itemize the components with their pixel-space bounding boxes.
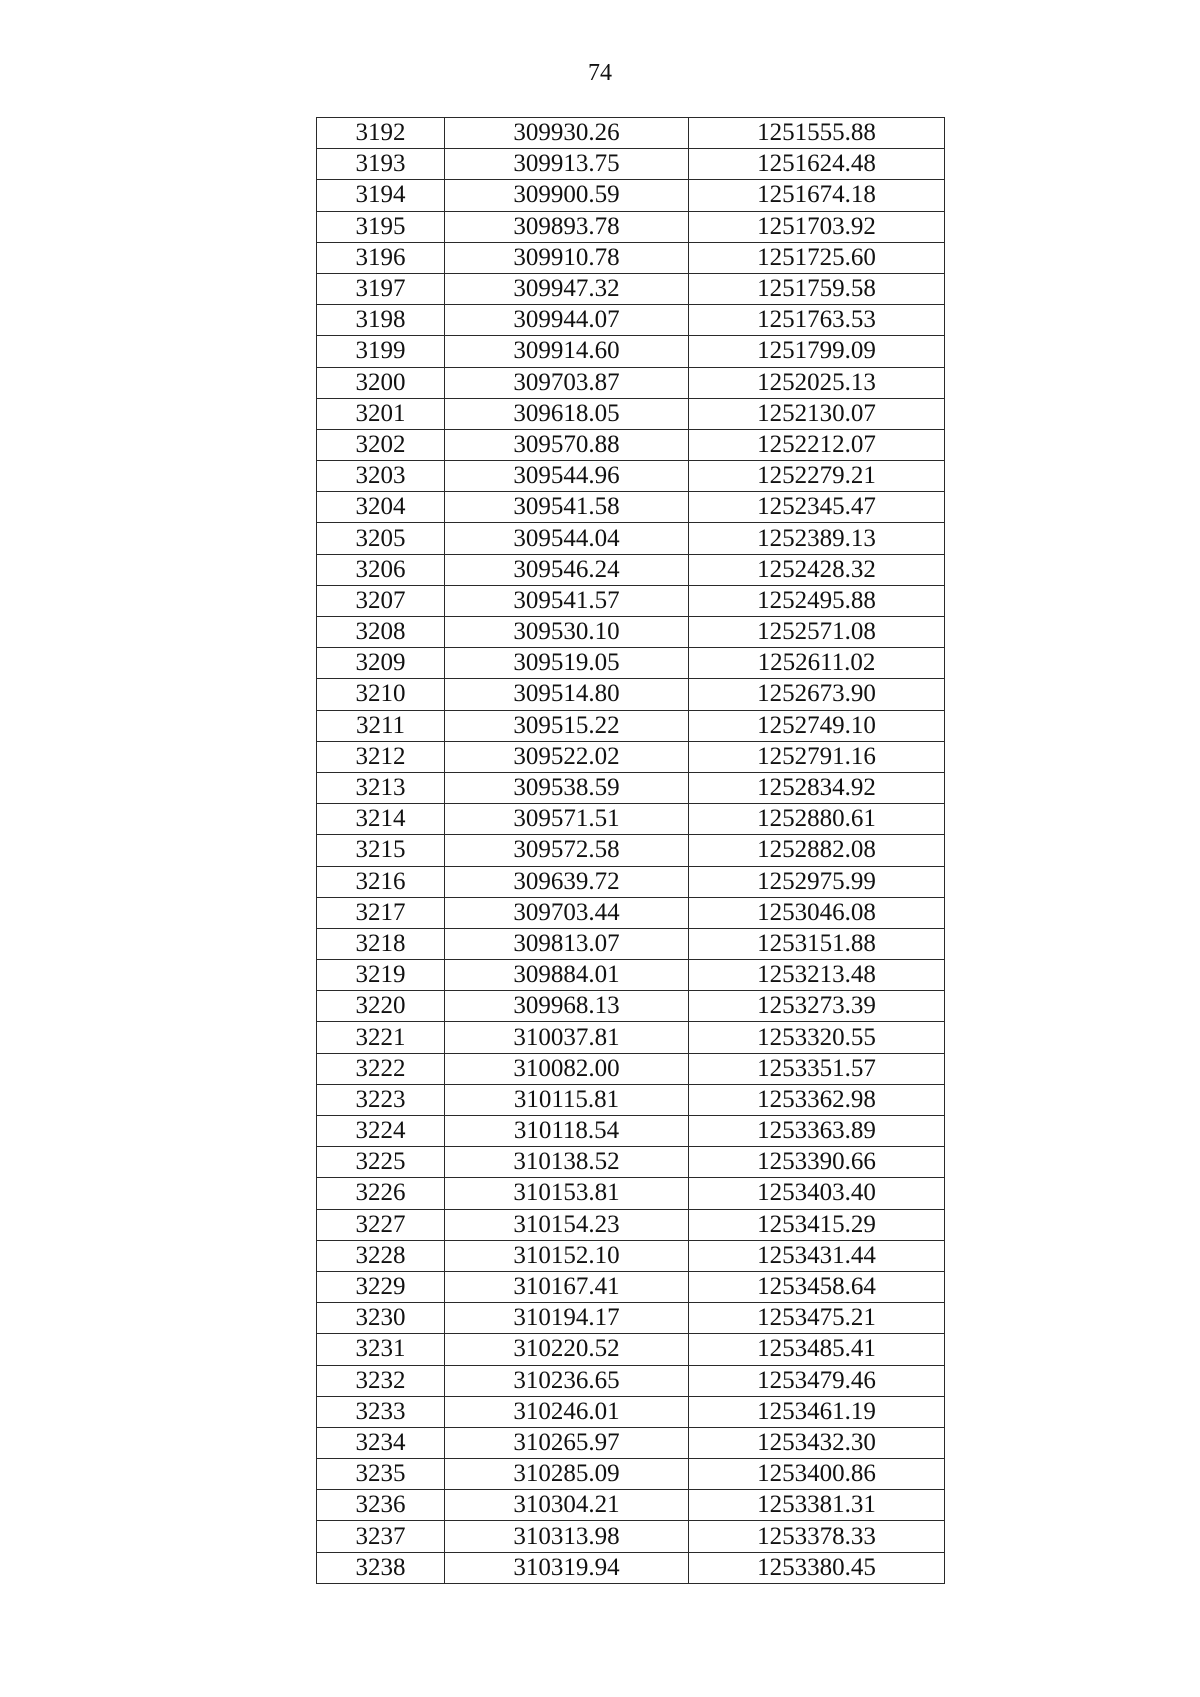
table-row: [317, 1427, 945, 1458]
y-coordinate-cell: 1253461.19: [689, 1396, 945, 1427]
y-coordinate-cell: 1253363.89: [689, 1116, 945, 1147]
coordinates-table: [316, 117, 945, 1584]
point-number-cell: 3226: [317, 1178, 445, 1209]
table-row: [317, 1178, 945, 1209]
x-coordinate-cell: 310153.81: [445, 1178, 689, 1209]
y-coordinate-cell: 1252611.02: [689, 648, 945, 679]
y-coordinate-cell: 1253351.57: [689, 1053, 945, 1084]
point-number-cell: 3227: [317, 1209, 445, 1240]
x-coordinate-cell: 310138.52: [445, 1147, 689, 1178]
point-number-cell: 3229: [317, 1271, 445, 1302]
x-coordinate-cell: 310319.94: [445, 1552, 689, 1583]
x-coordinate-cell: 310246.01: [445, 1396, 689, 1427]
y-coordinate-cell: 1253046.08: [689, 897, 945, 928]
table-row: [317, 461, 945, 492]
point-number-cell: 3207: [317, 585, 445, 616]
point-number-cell: 3218: [317, 928, 445, 959]
x-coordinate-cell: 309514.80: [445, 679, 689, 710]
table-row: [317, 679, 945, 710]
y-coordinate-cell: 1251759.58: [689, 273, 945, 304]
y-coordinate-cell: 1253400.86: [689, 1459, 945, 1490]
x-coordinate-cell: 309541.57: [445, 585, 689, 616]
y-coordinate-cell: 1252673.90: [689, 679, 945, 710]
x-coordinate-cell: 309570.88: [445, 429, 689, 460]
x-coordinate-cell: 309893.78: [445, 211, 689, 242]
point-number-cell: 3210: [317, 679, 445, 710]
table-row: [317, 1396, 945, 1427]
x-coordinate-cell: 310115.81: [445, 1084, 689, 1115]
point-number-cell: 3222: [317, 1053, 445, 1084]
y-coordinate-cell: 1253415.29: [689, 1209, 945, 1240]
y-coordinate-cell: 1253381.31: [689, 1490, 945, 1521]
x-coordinate-cell: 310152.10: [445, 1240, 689, 1271]
point-number-cell: 3233: [317, 1396, 445, 1427]
x-coordinate-cell: 309884.01: [445, 960, 689, 991]
point-number-cell: 3197: [317, 273, 445, 304]
table-row: [317, 1022, 945, 1053]
y-coordinate-cell: 1253378.33: [689, 1521, 945, 1552]
table-row: [317, 118, 945, 149]
table-row: [317, 149, 945, 180]
table-row: [317, 305, 945, 336]
table-row: [317, 1053, 945, 1084]
x-coordinate-cell: 310236.65: [445, 1365, 689, 1396]
x-coordinate-cell: 310285.09: [445, 1459, 689, 1490]
point-number-cell: 3192: [317, 118, 445, 149]
y-coordinate-cell: 1251674.18: [689, 180, 945, 211]
point-number-cell: 3221: [317, 1022, 445, 1053]
table-row: [317, 1240, 945, 1271]
point-number-cell: 3200: [317, 367, 445, 398]
page-number: 74: [588, 60, 612, 86]
x-coordinate-cell: 309538.59: [445, 772, 689, 803]
table-row: [317, 1490, 945, 1521]
point-number-cell: 3237: [317, 1521, 445, 1552]
point-number-cell: 3217: [317, 897, 445, 928]
table-row: [317, 242, 945, 273]
point-number-cell: 3238: [317, 1552, 445, 1583]
y-coordinate-cell: 1253151.88: [689, 928, 945, 959]
y-coordinate-cell: 1253431.44: [689, 1240, 945, 1271]
point-number-cell: 3213: [317, 772, 445, 803]
y-coordinate-cell: 1252389.13: [689, 523, 945, 554]
y-coordinate-cell: 1253432.30: [689, 1427, 945, 1458]
x-coordinate-cell: 310304.21: [445, 1490, 689, 1521]
y-coordinate-cell: 1253273.39: [689, 991, 945, 1022]
table-row: [317, 585, 945, 616]
point-number-cell: 3195: [317, 211, 445, 242]
point-number-cell: 3212: [317, 741, 445, 772]
table-row: [317, 336, 945, 367]
point-number-cell: 3208: [317, 617, 445, 648]
table-row: [317, 554, 945, 585]
table-row: [317, 273, 945, 304]
point-number-cell: 3235: [317, 1459, 445, 1490]
x-coordinate-cell: 309546.24: [445, 554, 689, 585]
x-coordinate-cell: 309914.60: [445, 336, 689, 367]
table-row: [317, 1334, 945, 1365]
table-row: [317, 180, 945, 211]
table-row: [317, 1209, 945, 1240]
y-coordinate-cell: 1253458.64: [689, 1271, 945, 1302]
point-number-cell: 3232: [317, 1365, 445, 1396]
x-coordinate-cell: 309639.72: [445, 866, 689, 897]
x-coordinate-cell: 310082.00: [445, 1053, 689, 1084]
x-coordinate-cell: 309519.05: [445, 648, 689, 679]
table-row: [317, 960, 945, 991]
y-coordinate-cell: 1251763.53: [689, 305, 945, 336]
point-number-cell: 3224: [317, 1116, 445, 1147]
y-coordinate-cell: 1252571.08: [689, 617, 945, 648]
table-row: [317, 866, 945, 897]
table-row: [317, 1459, 945, 1490]
y-coordinate-cell: 1253213.48: [689, 960, 945, 991]
table-row: [317, 1303, 945, 1334]
table-row: [317, 1116, 945, 1147]
table-row: [317, 648, 945, 679]
x-coordinate-cell: 309910.78: [445, 242, 689, 273]
y-coordinate-cell: 1251799.09: [689, 336, 945, 367]
y-coordinate-cell: 1251624.48: [689, 149, 945, 180]
x-coordinate-cell: 310118.54: [445, 1116, 689, 1147]
point-number-cell: 3202: [317, 429, 445, 460]
table-row: [317, 211, 945, 242]
y-coordinate-cell: 1252212.07: [689, 429, 945, 460]
x-coordinate-cell: 310194.17: [445, 1303, 689, 1334]
y-coordinate-cell: 1252130.07: [689, 398, 945, 429]
point-number-cell: 3203: [317, 461, 445, 492]
table-row: [317, 835, 945, 866]
y-coordinate-cell: 1251703.92: [689, 211, 945, 242]
point-number-cell: 3223: [317, 1084, 445, 1115]
y-coordinate-cell: 1253320.55: [689, 1022, 945, 1053]
y-coordinate-cell: 1253485.41: [689, 1334, 945, 1365]
point-number-cell: 3206: [317, 554, 445, 585]
point-number-cell: 3201: [317, 398, 445, 429]
point-number-cell: 3228: [317, 1240, 445, 1271]
y-coordinate-cell: 1252791.16: [689, 741, 945, 772]
point-number-cell: 3194: [317, 180, 445, 211]
point-number-cell: 3193: [317, 149, 445, 180]
x-coordinate-cell: 310154.23: [445, 1209, 689, 1240]
point-number-cell: 3205: [317, 523, 445, 554]
x-coordinate-cell: 310220.52: [445, 1334, 689, 1365]
x-coordinate-cell: 309900.59: [445, 180, 689, 211]
table-row: [317, 1552, 945, 1583]
y-coordinate-cell: 1252345.47: [689, 492, 945, 523]
y-coordinate-cell: 1253475.21: [689, 1303, 945, 1334]
table-row: [317, 492, 945, 523]
x-coordinate-cell: 309930.26: [445, 118, 689, 149]
table-row: [317, 710, 945, 741]
point-number-cell: 3236: [317, 1490, 445, 1521]
y-coordinate-cell: 1252279.21: [689, 461, 945, 492]
point-number-cell: 3204: [317, 492, 445, 523]
x-coordinate-cell: 309544.96: [445, 461, 689, 492]
table-row: [317, 1084, 945, 1115]
y-coordinate-cell: 1252834.92: [689, 772, 945, 803]
point-number-cell: 3220: [317, 991, 445, 1022]
y-coordinate-cell: 1253403.40: [689, 1178, 945, 1209]
x-coordinate-cell: 310037.81: [445, 1022, 689, 1053]
table-body: [317, 118, 945, 1584]
x-coordinate-cell: 310167.41: [445, 1271, 689, 1302]
table-row: [317, 991, 945, 1022]
x-coordinate-cell: 309944.07: [445, 305, 689, 336]
x-coordinate-cell: 309968.13: [445, 991, 689, 1022]
x-coordinate-cell: 309703.87: [445, 367, 689, 398]
table-row: [317, 617, 945, 648]
point-number-cell: 3198: [317, 305, 445, 336]
point-number-cell: 3225: [317, 1147, 445, 1178]
x-coordinate-cell: 309572.58: [445, 835, 689, 866]
y-coordinate-cell: 1252749.10: [689, 710, 945, 741]
y-coordinate-cell: 1252882.08: [689, 835, 945, 866]
table-row: [317, 523, 945, 554]
table-row: [317, 429, 945, 460]
point-number-cell: 3216: [317, 866, 445, 897]
point-number-cell: 3231: [317, 1334, 445, 1365]
table-row: [317, 897, 945, 928]
table-row: [317, 367, 945, 398]
x-coordinate-cell: 310265.97: [445, 1427, 689, 1458]
y-coordinate-cell: 1253390.66: [689, 1147, 945, 1178]
y-coordinate-cell: 1253362.98: [689, 1084, 945, 1115]
point-number-cell: 3230: [317, 1303, 445, 1334]
x-coordinate-cell: 309913.75: [445, 149, 689, 180]
table-row: [317, 1147, 945, 1178]
y-coordinate-cell: 1253479.46: [689, 1365, 945, 1396]
table-row: [317, 1271, 945, 1302]
x-coordinate-cell: 310313.98: [445, 1521, 689, 1552]
point-number-cell: 3209: [317, 648, 445, 679]
x-coordinate-cell: 309530.10: [445, 617, 689, 648]
point-number-cell: 3214: [317, 804, 445, 835]
point-number-cell: 3215: [317, 835, 445, 866]
table-row: [317, 928, 945, 959]
table-row: [317, 741, 945, 772]
table-row: [317, 398, 945, 429]
y-coordinate-cell: 1252025.13: [689, 367, 945, 398]
table-row: [317, 804, 945, 835]
point-number-cell: 3196: [317, 242, 445, 273]
x-coordinate-cell: 309522.02: [445, 741, 689, 772]
point-number-cell: 3211: [317, 710, 445, 741]
x-coordinate-cell: 309703.44: [445, 897, 689, 928]
x-coordinate-cell: 309544.04: [445, 523, 689, 554]
point-number-cell: 3234: [317, 1427, 445, 1458]
x-coordinate-cell: 309541.58: [445, 492, 689, 523]
y-coordinate-cell: 1251725.60: [689, 242, 945, 273]
x-coordinate-cell: 309618.05: [445, 398, 689, 429]
x-coordinate-cell: 309813.07: [445, 928, 689, 959]
table-row: [317, 1521, 945, 1552]
x-coordinate-cell: 309515.22: [445, 710, 689, 741]
y-coordinate-cell: 1251555.88: [689, 118, 945, 149]
table-row: [317, 772, 945, 803]
point-number-cell: 3199: [317, 336, 445, 367]
table-row: [317, 1365, 945, 1396]
y-coordinate-cell: 1253380.45: [689, 1552, 945, 1583]
x-coordinate-cell: 309947.32: [445, 273, 689, 304]
point-number-cell: 3219: [317, 960, 445, 991]
y-coordinate-cell: 1252975.99: [689, 866, 945, 897]
y-coordinate-cell: 1252495.88: [689, 585, 945, 616]
y-coordinate-cell: 1252880.61: [689, 804, 945, 835]
y-coordinate-cell: 1252428.32: [689, 554, 945, 585]
x-coordinate-cell: 309571.51: [445, 804, 689, 835]
